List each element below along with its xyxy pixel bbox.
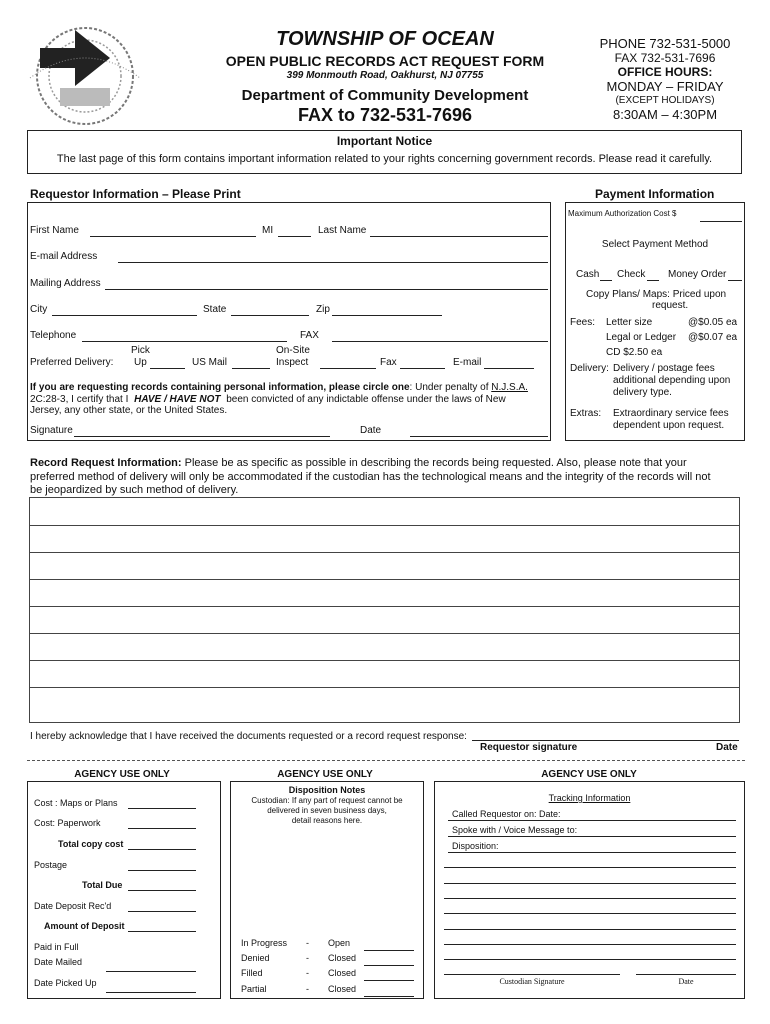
- state-label: State: [203, 304, 227, 315]
- last-name-field[interactable]: [370, 236, 548, 237]
- total-due-label: Total Due: [82, 880, 123, 890]
- closed-field-1[interactable]: [364, 965, 414, 966]
- divider: [27, 760, 745, 761]
- njsa-ref: N.J.S.A.: [491, 382, 528, 393]
- payment-heading: Payment Information: [595, 187, 715, 201]
- record-line: [30, 660, 739, 661]
- telephone-label: Telephone: [30, 330, 77, 341]
- date-label: Date: [360, 425, 382, 436]
- mi-label: MI: [262, 225, 274, 236]
- called-requestor-field[interactable]: [448, 820, 736, 821]
- closed-label-1: Closed: [328, 953, 357, 963]
- acknowledge-text: I hereby acknowledge that I have received the documents requested or a record request response:: [30, 731, 467, 742]
- fax-big: FAX to 732-531-7696: [297, 105, 473, 125]
- onsite-label: On-Site: [276, 345, 310, 356]
- record-line: [30, 552, 739, 553]
- record-request-area[interactable]: [29, 497, 740, 723]
- form-title: OPEN PUBLIC RECORDS ACT REQUEST FORM: [225, 53, 545, 69]
- dash: -: [306, 938, 309, 948]
- record-request-line1: Please be as specific as possible in describing the records being requested. Also, please note that your: [184, 457, 687, 469]
- page-title: TOWNSHIP OF OCEAN: [276, 28, 494, 50]
- postage-field[interactable]: [128, 870, 196, 871]
- money-order-field[interactable]: [728, 280, 742, 281]
- record-request-intro: [30, 457, 687, 469]
- spoke-with-label: Spoke with / Voice Message to:: [452, 825, 578, 835]
- delivery-fee-1: Delivery / postage fees: [613, 363, 715, 374]
- fees-label: Fees:: [570, 317, 596, 328]
- fax-option-field[interactable]: [400, 368, 445, 369]
- acknowledge-signature-field[interactable]: [472, 740, 739, 741]
- signature-field[interactable]: [74, 436, 330, 437]
- fax-field[interactable]: [332, 341, 548, 342]
- office-days: MONDAY – FRIDAY: [606, 79, 724, 94]
- extras-label: Extras:: [570, 408, 602, 419]
- partial-label: Partial: [241, 984, 267, 994]
- paperwork-cost-field[interactable]: [128, 828, 196, 829]
- max-auth-label: Maximum Authorization Cost $: [568, 209, 677, 218]
- record-line: [30, 687, 739, 688]
- copy-plans-label-2: request.: [652, 300, 689, 311]
- cash-label: Cash: [576, 269, 600, 280]
- disposition-field[interactable]: [448, 852, 736, 853]
- postage-label: Postage: [34, 860, 68, 870]
- check-field[interactable]: [647, 280, 659, 281]
- address: 399 Monmouth Road, Oakhurst, NJ 07755: [286, 70, 484, 81]
- date-picked-label: Date Picked Up: [34, 978, 97, 988]
- deposit-recd-field[interactable]: [128, 911, 196, 912]
- tracking-title: Tracking Information: [548, 793, 631, 803]
- closed-field-3[interactable]: [364, 996, 414, 997]
- tracking-line[interactable]: [444, 898, 736, 899]
- certify-line-2: Jersey, any other state, or the United States.: [30, 405, 228, 416]
- record-request-bold: Record Request Information:: [30, 457, 182, 469]
- inspect-field[interactable]: [320, 368, 376, 369]
- certify-line: [30, 394, 506, 405]
- date-mailed-field[interactable]: [106, 971, 196, 972]
- tracking-line[interactable]: [444, 944, 736, 945]
- pickup-field[interactable]: [150, 368, 185, 369]
- record-line: [30, 606, 739, 607]
- delivery-fee-label: Delivery:: [570, 363, 609, 374]
- tracking-line[interactable]: [444, 913, 736, 914]
- record-request-line3: be jeopardized by such method of delivery.: [30, 484, 239, 496]
- letter-size-price: @$0.05 ea: [688, 317, 738, 328]
- letter-size-label: Letter size: [606, 317, 653, 328]
- pickup-label: Up: [134, 357, 147, 368]
- mailing-field[interactable]: [105, 289, 548, 290]
- record-line: [30, 579, 739, 580]
- maps-cost-field[interactable]: [128, 808, 196, 809]
- requestor-signature-label: Requestor signature: [480, 742, 578, 753]
- personal-info-rest: : Under penalty of: [409, 382, 489, 393]
- total-copy-field[interactable]: [128, 849, 196, 850]
- disposition-title: Disposition Notes: [288, 785, 366, 795]
- maps-cost-label: Cost : Maps or Plans: [34, 798, 118, 808]
- copy-plans-label: Copy Plans/ Maps: Priced upon: [586, 289, 727, 300]
- certify-text: 2C:28-3, I certify that I: [30, 394, 129, 405]
- disposition-line-2: delivered in seven business days,: [267, 806, 387, 815]
- requestor-heading: Requestor Information – Please Print: [30, 187, 241, 201]
- closed-label-3: Closed: [328, 984, 357, 994]
- tracking-line[interactable]: [444, 959, 736, 960]
- fax-number: FAX 732-531-7696: [614, 51, 716, 65]
- personal-info-statement: [30, 382, 528, 393]
- select-payment-label: Select Payment Method: [601, 239, 709, 250]
- total-copy-label: Total copy cost: [58, 839, 124, 849]
- tracking-line[interactable]: [444, 867, 736, 868]
- max-auth-field[interactable]: [700, 221, 742, 222]
- email-option-field[interactable]: [484, 368, 534, 369]
- fax-label: FAX: [300, 330, 319, 341]
- notice-text: The last page of this form contains important information related to your rights concerning government records. Please read it carefully.: [56, 153, 713, 165]
- custodian-signature-field[interactable]: [444, 974, 620, 975]
- usmail-field[interactable]: [232, 368, 270, 369]
- in-progress-label: In Progress: [241, 938, 288, 948]
- telephone-field[interactable]: [82, 341, 287, 342]
- except-holidays: (EXCEPT HOLIDAYS): [615, 95, 715, 106]
- usmail-label: US Mail: [192, 357, 228, 368]
- closed-field-2[interactable]: [364, 980, 414, 981]
- mailing-label: Mailing Address: [30, 278, 101, 289]
- city-label: City: [30, 304, 48, 315]
- office-hours: 8:30AM – 4:30PM: [612, 107, 718, 122]
- fax-option-label: Fax: [380, 357, 397, 368]
- dash: -: [306, 953, 309, 963]
- first-name-label: First Name: [30, 225, 79, 236]
- paid-full-label: Paid in Full: [34, 942, 79, 952]
- tracking-line[interactable]: [444, 883, 736, 884]
- first-name-field[interactable]: [90, 236, 256, 237]
- closed-label-2: Closed: [328, 968, 357, 978]
- dash: -: [306, 968, 309, 978]
- paperwork-cost-label: Cost: Paperwork: [34, 818, 101, 828]
- tracking-line[interactable]: [444, 929, 736, 930]
- amount-deposit-label: Amount of Deposit: [44, 921, 125, 931]
- zip-label: Zip: [316, 304, 330, 315]
- legal-price: @$0.07 ea: [688, 332, 738, 343]
- township-seal: [20, 18, 155, 130]
- custodian-signature-label: Custodian Signature: [499, 977, 565, 986]
- disposition-line-3: detail reasons here.: [291, 816, 363, 825]
- city-field[interactable]: [52, 315, 197, 316]
- delivery-fee-3: delivery type.: [613, 387, 672, 398]
- date-field[interactable]: [410, 436, 548, 437]
- money-order-label: Money Order: [668, 269, 727, 280]
- disposition-label: Disposition:: [452, 841, 499, 851]
- extras-1: Extraordinary service fees: [613, 408, 729, 419]
- phone: PHONE 732-531-5000: [599, 36, 731, 51]
- disposition-line-1: Custodian: If any part of request cannot be: [251, 796, 403, 805]
- email-label: E-mail Address: [30, 251, 98, 262]
- email-field[interactable]: [118, 262, 548, 263]
- date-picked-field[interactable]: [106, 992, 196, 993]
- denied-label: Denied: [241, 953, 270, 963]
- cd-price: CD $2.50 ea: [606, 347, 663, 358]
- record-line: [30, 633, 739, 634]
- notice-title: Important Notice: [336, 134, 433, 148]
- mi-field[interactable]: [278, 236, 311, 237]
- total-due-field[interactable]: [128, 890, 196, 891]
- dash: -: [306, 984, 309, 994]
- certify-text-end: been convicted of any indictable offense under the laws of New: [226, 394, 506, 405]
- check-label: Check: [617, 269, 646, 280]
- have-have-not[interactable]: HAVE / HAVE NOT: [134, 394, 221, 405]
- signature-label: Signature: [30, 425, 73, 436]
- office-hours-label: OFFICE HOURS:: [617, 65, 713, 79]
- agency-heading-3: AGENCY USE ONLY: [541, 769, 637, 780]
- record-line: [30, 525, 739, 526]
- filled-label: Filled: [241, 968, 263, 978]
- agency-heading-1: AGENCY USE ONLY: [74, 769, 170, 780]
- called-requestor-label: Called Requestor on: Date:: [452, 809, 561, 819]
- custodian-date-label: Date: [678, 977, 694, 986]
- open-field[interactable]: [364, 950, 414, 951]
- department: Department of Community Development: [241, 87, 529, 104]
- personal-info-bold: If you are requesting records containing personal information, please circle one: [30, 382, 410, 393]
- amount-deposit-field[interactable]: [128, 931, 196, 932]
- deposit-recd-label: Date Deposit Rec'd: [34, 901, 112, 911]
- email-option-label: E-mail: [453, 357, 482, 368]
- cash-field[interactable]: [600, 280, 612, 281]
- agency-heading-2: AGENCY USE ONLY: [277, 769, 373, 780]
- record-request-line2: preferred method of delivery will only be accommodated if the custodian has the technological means and the integrity of the records will not: [30, 471, 711, 483]
- inspect-label: Inspect: [276, 357, 309, 368]
- open-label: Open: [328, 938, 351, 948]
- legal-label: Legal or Ledger: [606, 332, 677, 343]
- extras-2: dependent upon request.: [613, 420, 725, 431]
- acknowledge-date-label: Date: [716, 742, 738, 753]
- delivery-fee-2: additional depending upon: [613, 375, 731, 386]
- pick-label: Pick: [131, 345, 150, 356]
- custodian-date-field[interactable]: [636, 974, 736, 975]
- spoke-with-field[interactable]: [448, 836, 736, 837]
- preferred-delivery-label: Preferred Delivery:: [30, 357, 114, 368]
- state-field[interactable]: [231, 315, 309, 316]
- last-name-label: Last Name: [318, 225, 367, 236]
- zip-field[interactable]: [332, 315, 442, 316]
- date-mailed-label: Date Mailed: [34, 957, 83, 967]
